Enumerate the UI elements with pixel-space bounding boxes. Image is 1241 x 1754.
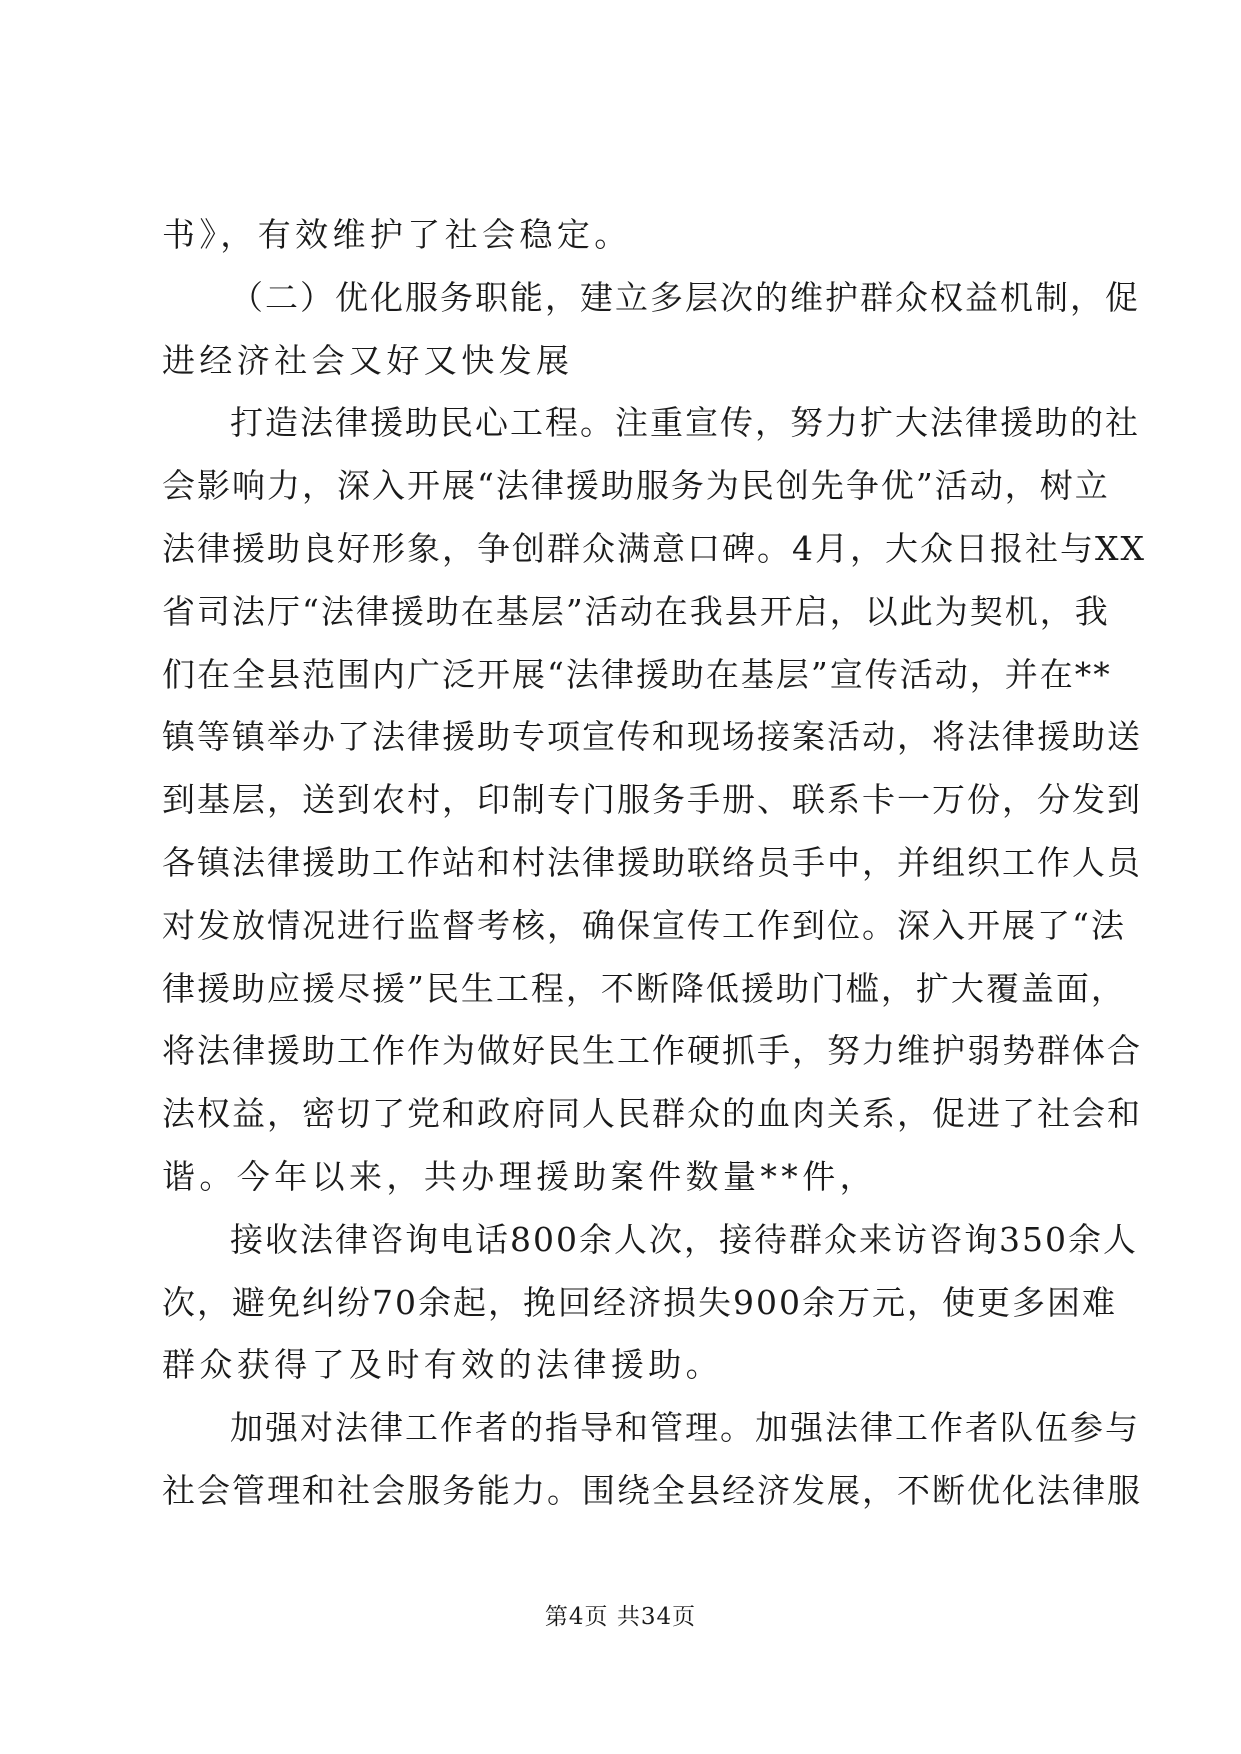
- body-line: 法律援助良好形象，争创群众满意口碑。4月，大众日报社与XX: [162, 528, 1146, 568]
- body-line: 书》，有效维护了社会稳定。: [162, 215, 632, 254]
- body-line: 对发放情况进行监督考核，确保宣传工作到位。深入开展了“法: [162, 905, 1126, 945]
- body-line: 进经济社会又好又快发展: [162, 340, 574, 380]
- body-line: 省司法厅“法律援助在基层”活动在我县开启，以此为契机，我: [162, 591, 1110, 631]
- body-line: 将法律援助工作作为做好民生工作硬抓手，努力维护弱势群体合: [162, 1031, 1142, 1071]
- body-line: 谐。今年以来，共办理援助案件数量**件，: [162, 1156, 877, 1196]
- body-line: 律援助应援尽援”民生工程，不断降低援助门槛，扩大覆盖面，: [162, 968, 1126, 1008]
- body-line: 到基层，送到农村，印制专门服务手册、联系卡一万份，分发到: [162, 780, 1142, 820]
- body-line: 群众获得了及时有效的法律援助。: [162, 1345, 723, 1385]
- body-line: 加强对法律工作者的指导和管理。加强法律工作者队伍参与: [230, 1408, 1140, 1448]
- body-line: （二）优化服务职能，建立多层次的维护群众权益机制，促: [230, 277, 1140, 317]
- document-body: [162, 204, 1146, 1523]
- body-line: 镇等镇举办了法律援助专项宣传和现场接案活动，将法律援助送: [162, 717, 1142, 757]
- body-line: 接收法律咨询电话800余人次，接待群众来访咨询350余人: [230, 1219, 1138, 1259]
- page-number-footer: 第4页 共34页: [544, 1604, 697, 1630]
- body-line: 会影响力，深入开展“法律援助服务为民创先争优”活动，树立: [162, 466, 1110, 506]
- body-line: 法权益，密切了党和政府同人民群众的血肉关系，促进了社会和: [162, 1094, 1142, 1134]
- body-line: 次，避免纠纷70余起，挽回经济损失900余万元，使更多困难: [162, 1282, 1117, 1322]
- body-line: 各镇法律援助工作站和村法律援助联络员手中，并组织工作人员: [162, 842, 1142, 882]
- body-line: 打造法律援助民心工程。注重宣传，努力扩大法律援助的社: [230, 403, 1140, 443]
- body-line: 们在全县范围内广泛开展“法律援助在基层”宣传活动，并在**: [162, 654, 1112, 694]
- body-line: 社会管理和社会服务能力。围绕全县经济发展，不断优化法律服: [162, 1470, 1142, 1510]
